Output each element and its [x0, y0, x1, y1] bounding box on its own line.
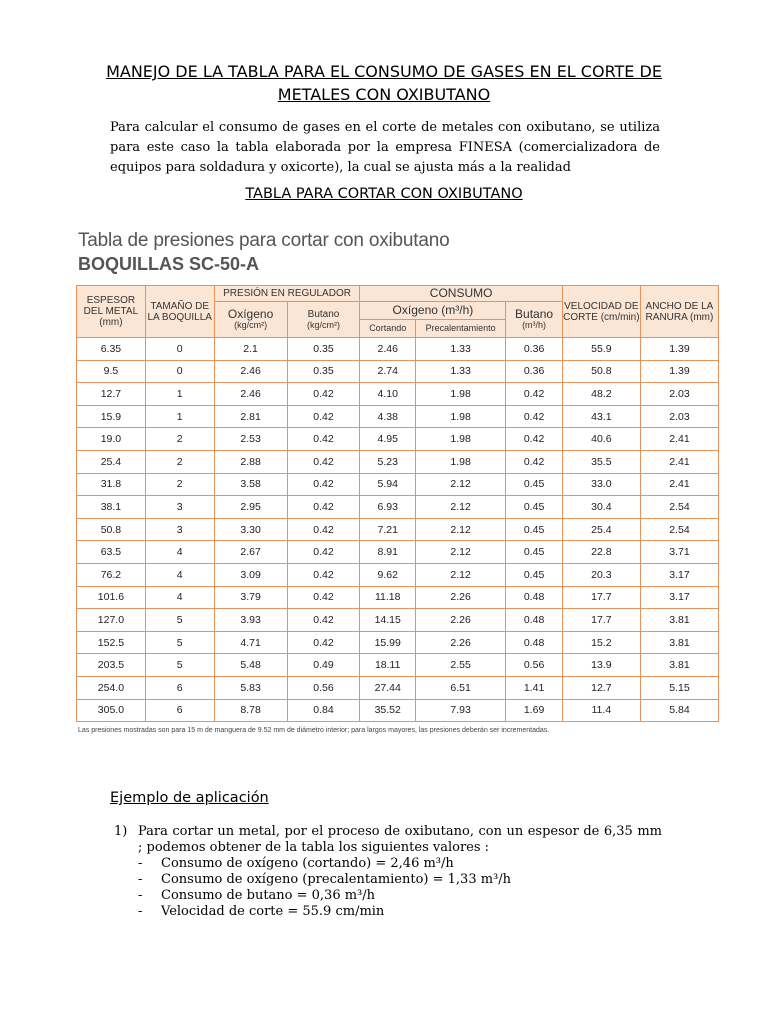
table-cell: 3.81: [640, 631, 718, 654]
table-body: [77, 338, 719, 722]
table-cell: 152.5: [77, 631, 146, 654]
table-cell: 1.41: [506, 676, 562, 699]
table-row: [77, 405, 719, 428]
table-cell: 6.51: [415, 676, 505, 699]
table-cell: 9.62: [360, 563, 415, 586]
table-cell: 3.17: [640, 586, 718, 609]
table-cell: 15.9: [77, 405, 146, 428]
table-cell: 20.3: [562, 563, 640, 586]
table-cell: 0.36: [506, 338, 562, 361]
table-row: [77, 654, 719, 677]
table-cell: 2.46: [214, 383, 287, 406]
table-cell: 2.12: [415, 473, 505, 496]
table-footnote: Las presiones mostradas son para 15 m de manguera de 9.52 mm de diámetro interior; para largos mayores, las presiones deberán ser incrementadas.: [78, 727, 550, 735]
table-cell: 40.6: [562, 428, 640, 451]
table-cell: 3.93: [214, 609, 287, 632]
table-row: [77, 541, 719, 564]
table-cell: 2.41: [640, 450, 718, 473]
table-cell: 0.42: [287, 586, 360, 609]
table-cell: 4.71: [214, 631, 287, 654]
table-cell: 2.1: [214, 338, 287, 361]
col-butano-presion-label: Butano: [307, 308, 340, 320]
example-body: [114, 824, 662, 920]
col-espesor: ESPESOR DEL METAL (mm): [77, 286, 146, 338]
table-cell: 0.56: [506, 654, 562, 677]
col-butano-presion-unit: (kg/cm²): [307, 319, 340, 330]
table-cell: 5: [145, 609, 214, 632]
table-cell: 12.7: [562, 676, 640, 699]
table-cell: 0.49: [287, 654, 360, 677]
table-cell: 15.2: [562, 631, 640, 654]
col-cortando: Cortando: [360, 320, 415, 338]
table-cell: 2.12: [415, 496, 505, 519]
table-cell: 50.8: [77, 518, 146, 541]
table-cell: 3.58: [214, 473, 287, 496]
table-cell: 30.4: [562, 496, 640, 519]
table-cell: 2: [145, 428, 214, 451]
table-cell: 3.79: [214, 586, 287, 609]
table-cell: 0.42: [287, 450, 360, 473]
table-cell: 1.98: [415, 405, 505, 428]
table-row: [77, 609, 719, 632]
table-cell: 3.30: [214, 518, 287, 541]
table-cell: 0.45: [506, 473, 562, 496]
bullet-dash: -: [138, 856, 143, 871]
table-cell: 1.98: [415, 383, 505, 406]
table-cell: 0.45: [506, 518, 562, 541]
col-presion: PRESIÓN EN REGULADOR: [214, 286, 360, 302]
table-cell: 8.78: [214, 699, 287, 722]
table-cell: 0.45: [506, 496, 562, 519]
intro-paragraph: Para calcular el consumo de gases en el corte de metales con oxibutano, se utiliza para este caso la tabla elaborada por la empresa FINESA (comercializadora de equipos para soldadura y oxicorte), la cual se ajusta más a la realidad: [110, 120, 660, 175]
table-cell: 0: [145, 360, 214, 383]
table-cell: 0: [145, 338, 214, 361]
table-subtitle: TABLA PARA CORTAR CON OXIBUTANO: [245, 186, 523, 202]
table-row: [77, 473, 719, 496]
table-cell: 2.41: [640, 473, 718, 496]
table-cell: 12.7: [77, 383, 146, 406]
table-cell: 43.1: [562, 405, 640, 428]
table-cell: 2.26: [415, 631, 505, 654]
table-cell: 3.17: [640, 563, 718, 586]
table-cell: 5.83: [214, 676, 287, 699]
col-butano-presion: [287, 302, 360, 338]
table-cell: 5: [145, 631, 214, 654]
table-cell: 0.45: [506, 563, 562, 586]
example-item-number: 1): [114, 824, 128, 839]
bullet-dash: -: [138, 888, 143, 903]
table-cell: 5.48: [214, 654, 287, 677]
table-cell: 3.81: [640, 609, 718, 632]
table-cell: 0.36: [506, 360, 562, 383]
col-ancho: ANCHO DE LA RANURA (mm): [640, 286, 718, 338]
table-cell: 22.8: [562, 541, 640, 564]
col-velocidad: VELOCIDAD DE CORTE (cm/min): [562, 286, 640, 338]
table-cell: 17.7: [562, 586, 640, 609]
table-cell: 0.42: [287, 563, 360, 586]
table-cell: 18.11: [360, 654, 415, 677]
col-butano-consumo-label: Butano: [515, 306, 554, 321]
table-cell: 0.42: [287, 541, 360, 564]
table-cell: 0.45: [506, 541, 562, 564]
pressure-table-figure: [76, 224, 726, 734]
table-row: [77, 586, 719, 609]
table-cell: 4.95: [360, 428, 415, 451]
table-cell: 2.12: [415, 563, 505, 586]
table-cell: 1.33: [415, 338, 505, 361]
table-row: [77, 383, 719, 406]
table-cell: 2.03: [640, 383, 718, 406]
table-cell: 1: [145, 383, 214, 406]
table-cell: 6: [145, 676, 214, 699]
table-cell: 0.48: [506, 609, 562, 632]
table-cell: 1.39: [640, 360, 718, 383]
table-cell: 1.69: [506, 699, 562, 722]
col-butano-consumo: [506, 302, 562, 338]
table-cell: 0.42: [287, 496, 360, 519]
table-cell: 3.71: [640, 541, 718, 564]
table-cell: 0.42: [506, 450, 562, 473]
table-cell: 3: [145, 518, 214, 541]
table-row: [77, 699, 719, 722]
table-cell: 3: [145, 496, 214, 519]
table-cell: 203.5: [77, 654, 146, 677]
example-item: [114, 824, 662, 856]
table-cell: 2.46: [360, 338, 415, 361]
table-cell: 35.52: [360, 699, 415, 722]
table-cell: 0.42: [287, 428, 360, 451]
example-value-text: Consumo de oxígeno (precalentamiento) = 1,33 m³/h: [161, 872, 512, 887]
table-row: [77, 631, 719, 654]
table-cell: 5.94: [360, 473, 415, 496]
table-cell: 0.42: [506, 405, 562, 428]
table-cell: 14.15: [360, 609, 415, 632]
table-cell: 11.4: [562, 699, 640, 722]
table-cell: 2: [145, 450, 214, 473]
table-cell: 2.03: [640, 405, 718, 428]
table-cell: 4.38: [360, 405, 415, 428]
table-cell: 76.2: [77, 563, 146, 586]
table-cell: 2.12: [415, 518, 505, 541]
table-cell: 7.93: [415, 699, 505, 722]
table-cell: 0.84: [287, 699, 360, 722]
table-cell: 2.26: [415, 609, 505, 632]
example-value-item: [138, 888, 662, 904]
table-cell: 0.42: [287, 383, 360, 406]
table-cell: 1.98: [415, 428, 505, 451]
table-cell: 6: [145, 699, 214, 722]
table-model: BOQUILLAS SC-50-A: [78, 254, 260, 274]
page-title: MANEJO DE LA TABLA PARA EL CONSUMO DE GASES EN EL CORTE DE METALES CON OXIBUTANO: [106, 62, 662, 104]
table-row: [77, 518, 719, 541]
table-cell: 2.95: [214, 496, 287, 519]
table-cell: 2.41: [640, 428, 718, 451]
table-row: [77, 450, 719, 473]
pressure-table: [76, 285, 719, 722]
table-cell: 1.98: [415, 450, 505, 473]
table-cell: 11.18: [360, 586, 415, 609]
table-cell: 2.53: [214, 428, 287, 451]
table-cell: 2.55: [415, 654, 505, 677]
table-cell: 5.15: [640, 676, 718, 699]
table-cell: 5.23: [360, 450, 415, 473]
table-row: [77, 676, 719, 699]
table-cell: 2.54: [640, 496, 718, 519]
col-oxigeno-presion-label: Oxígeno: [227, 306, 274, 321]
table-cell: 6.93: [360, 496, 415, 519]
table-cell: 0.35: [287, 338, 360, 361]
table-cell: 0.42: [287, 631, 360, 654]
table-cell: 1: [145, 405, 214, 428]
bullet-dash: -: [138, 904, 143, 919]
table-cell: 48.2: [562, 383, 640, 406]
table-cell: 101.6: [77, 586, 146, 609]
table-cell: 0.42: [287, 405, 360, 428]
table-cell: 4: [145, 586, 214, 609]
table-cell: 5.84: [640, 699, 718, 722]
example-item-text: Para cortar un metal, por el proceso de oxibutano, con un espesor de 6,35 mm ; podemos obtener de la tabla los siguientes valores :: [138, 824, 662, 855]
col-oxigeno-presion-unit: (kg/cm²): [234, 319, 268, 330]
table-cell: 0.42: [287, 609, 360, 632]
table-cell: 27.44: [360, 676, 415, 699]
table-cell: 0.48: [506, 631, 562, 654]
col-oxigeno-presion: [214, 302, 287, 338]
table-cell: 9.5: [77, 360, 146, 383]
col-butano-consumo-unit: (m³/h): [522, 319, 547, 330]
table-row: [77, 563, 719, 586]
table-cell: 13.9: [562, 654, 640, 677]
col-tamano: TAMAÑO DE LA BOQUILLA: [145, 286, 214, 338]
table-cell: 31.8: [77, 473, 146, 496]
table-cell: 4: [145, 541, 214, 564]
table-cell: 2: [145, 473, 214, 496]
example-value-text: Velocidad de corte = 55.9 cm/min: [161, 904, 385, 919]
table-cell: 2.26: [415, 586, 505, 609]
table-row: [77, 428, 719, 451]
table-cell: 50.8: [562, 360, 640, 383]
table-cell: 4: [145, 563, 214, 586]
example-value-item: [138, 856, 662, 872]
table-cell: 2.46: [214, 360, 287, 383]
example-value-item: [138, 904, 662, 920]
col-precalentamiento: Precalentamiento: [415, 320, 505, 338]
table-row: [77, 496, 719, 519]
table-row: [77, 360, 719, 383]
table-cell: 0.42: [287, 473, 360, 496]
table-heading: Tabla de presiones para cortar con oxibutano: [78, 230, 450, 251]
table-cell: 0.56: [287, 676, 360, 699]
table-cell: 2.88: [214, 450, 287, 473]
table-cell: 4.10: [360, 383, 415, 406]
table-cell: 38.1: [77, 496, 146, 519]
table-cell: 25.4: [562, 518, 640, 541]
table-cell: 2.81: [214, 405, 287, 428]
table-cell: 2.54: [640, 518, 718, 541]
table-cell: 15.99: [360, 631, 415, 654]
table-cell: 3.09: [214, 563, 287, 586]
example-title: Ejemplo de aplicación: [110, 790, 269, 806]
table-cell: 55.9: [562, 338, 640, 361]
table-cell: 17.7: [562, 609, 640, 632]
table-cell: 0.42: [506, 428, 562, 451]
table-cell: 33.0: [562, 473, 640, 496]
table-cell: 8.91: [360, 541, 415, 564]
table-cell: 0.48: [506, 586, 562, 609]
bullet-dash: -: [138, 872, 143, 887]
example-value-item: [138, 872, 662, 888]
table-cell: 1.33: [415, 360, 505, 383]
table-cell: 6.35: [77, 338, 146, 361]
table-cell: 127.0: [77, 609, 146, 632]
col-consumo: CONSUMO: [360, 286, 562, 302]
table-cell: 3.81: [640, 654, 718, 677]
table-cell: 25.4: [77, 450, 146, 473]
table-cell: 0.42: [287, 518, 360, 541]
table-cell: 7.21: [360, 518, 415, 541]
col-oxigeno-consumo: Oxígeno (m³/h): [360, 302, 506, 320]
table-cell: 63.5: [77, 541, 146, 564]
table-cell: 2.12: [415, 541, 505, 564]
example-values-list: [114, 856, 662, 920]
table-cell: 0.42: [506, 383, 562, 406]
table-cell: 0.35: [287, 360, 360, 383]
table-cell: 254.0: [77, 676, 146, 699]
table-cell: 2.67: [214, 541, 287, 564]
table-cell: 305.0: [77, 699, 146, 722]
example-value-text: Consumo de oxígeno (cortando) = 2,46 m³/h: [161, 856, 454, 871]
table-cell: 2.74: [360, 360, 415, 383]
table-cell: 1.39: [640, 338, 718, 361]
example-value-text: Consumo de butano = 0,36 m³/h: [161, 888, 376, 903]
table-cell: 5: [145, 654, 214, 677]
table-cell: 19.0: [77, 428, 146, 451]
table-row: [77, 338, 719, 361]
table-cell: 35.5: [562, 450, 640, 473]
